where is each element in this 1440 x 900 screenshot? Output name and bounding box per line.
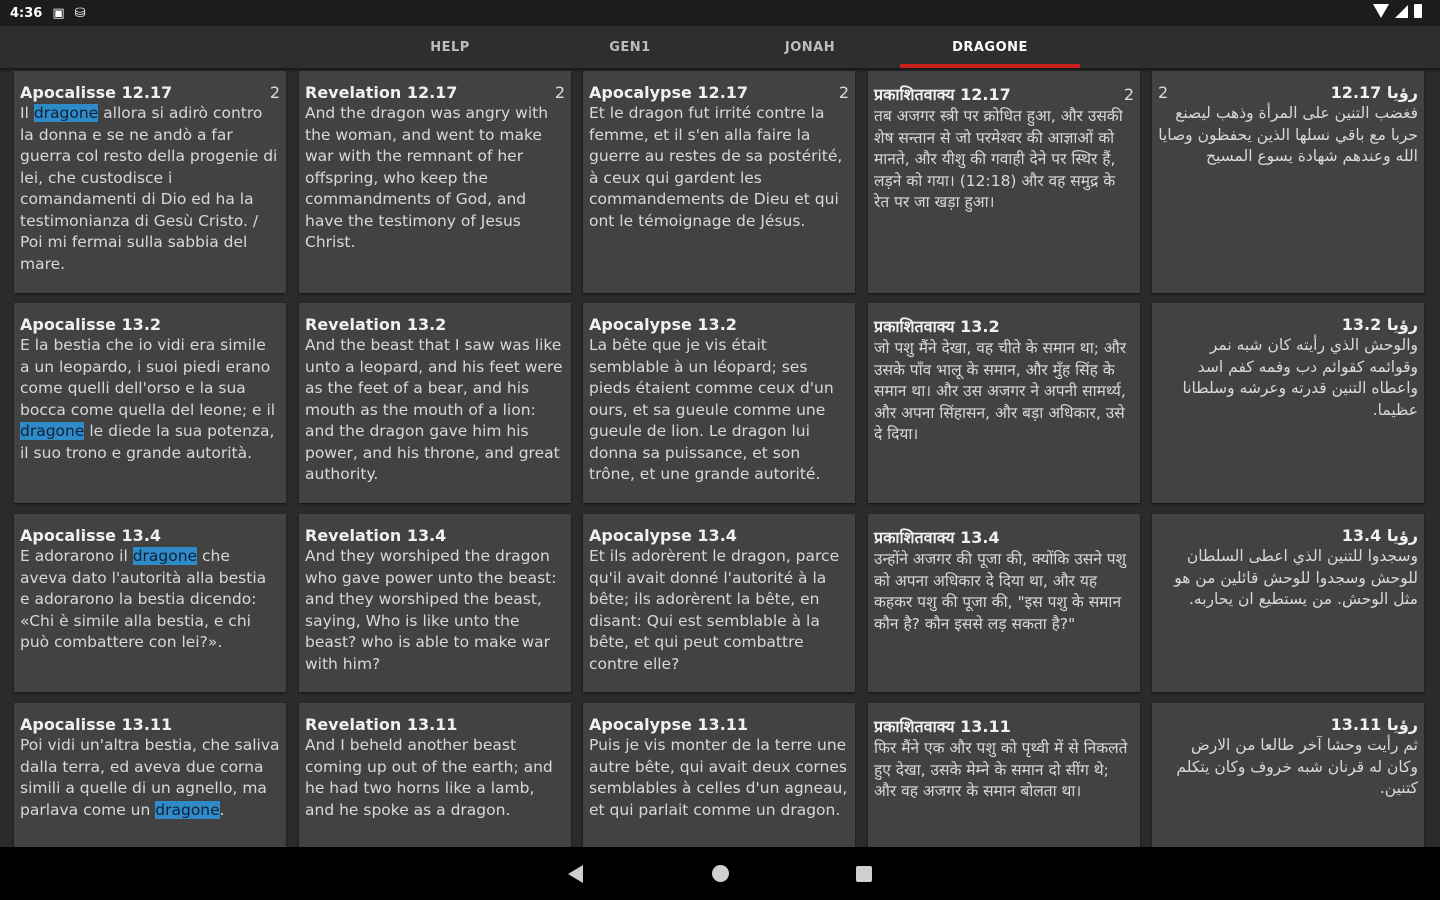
back-button[interactable]	[545, 847, 605, 900]
tab-label: DRAGONE	[952, 39, 1028, 55]
verse-text-segment: तब अजगर स्त्री पर क्रोधित हुआ, और उसकी शेष सन्तान से जो परमेश्वर की आज्ञाओं को मानते, और यीशु की गवाही देने पर स्थिर हैं, लड़ने को गया। (12:18) और वह समुद्र के रेत पर जा खड़ा हुआ।	[874, 107, 1123, 211]
verse-card[interactable]	[1152, 514, 1424, 692]
verse-reference: رؤيا 12.17	[1330, 83, 1418, 102]
verse-card-header	[589, 83, 849, 102]
verse-card[interactable]	[583, 303, 855, 503]
search-highlight: dragone	[20, 422, 85, 440]
verse-text	[1158, 103, 1418, 168]
home-icon	[712, 865, 729, 882]
verse-card[interactable]	[299, 703, 571, 847]
verse-card-header	[1158, 715, 1418, 734]
verse-text	[589, 735, 849, 821]
verse-text	[20, 546, 280, 654]
recents-button[interactable]	[834, 847, 894, 900]
verse-card-header	[874, 315, 1134, 337]
back-icon	[568, 865, 583, 883]
verse-text	[305, 335, 565, 486]
verse-card[interactable]	[299, 303, 571, 503]
verse-reference: Revelation 13.4	[305, 526, 447, 545]
verse-reference: प्रकाशितवाक्य 12.17	[874, 85, 1011, 104]
verse-text	[305, 546, 565, 675]
verse-text-segment: ثم رأيت وحشا آخر طالعا من الارض وكان له قرنان شبه خروف وكان يتكلم كتنين.	[1176, 736, 1418, 797]
tab-label: HELP	[430, 39, 470, 55]
verse-text-segment: And they worshiped the dragon who gave power unto the beast: and they worshiped the beast, saying, Who is like unto the beast? who is able to make war with him?	[305, 547, 557, 673]
verse-reference: Apocalisse 13.11	[20, 715, 173, 734]
verse-card[interactable]	[14, 303, 286, 503]
tab-gen1[interactable]	[540, 26, 720, 68]
verse-card-header	[589, 315, 849, 334]
status-indicators	[1373, 4, 1422, 18]
verse-text-segment: Et ils adorèrent le dragon, parce qu'il avait donné l'autorité à la bête; ils adorèrent la bête, en disant: Qui est semblable à la bête, et qui peut combattre contre elle?	[589, 547, 840, 673]
verse-card[interactable]	[14, 514, 286, 692]
verse-reference: प्रकाशितवाक्य 13.11	[874, 717, 1011, 736]
verse-text	[20, 735, 280, 821]
search-highlight: dragone	[33, 104, 99, 122]
verse-count: 2	[1158, 83, 1169, 102]
verse-text	[589, 546, 849, 675]
verse-text	[305, 103, 565, 254]
verse-card[interactable]	[299, 514, 571, 692]
verse-text	[874, 738, 1134, 803]
verse-card-header	[874, 526, 1134, 548]
verse-card[interactable]	[868, 514, 1140, 692]
tab-label: JONAH	[784, 39, 836, 55]
verse-text-segment: जो पशु मैंने देखा, वह चीते के समान था; और उसके पाँव भालू के समान, और मुँह सिंह के समान था। और उस अजगर ने अपनी सामर्थ्य, और अपना सिंहासन, और बड़ा अधिकार, उसे दे दिया।	[874, 339, 1127, 443]
verse-count: 2	[554, 83, 565, 102]
verse-card-header	[20, 526, 280, 545]
verse-card-header	[1158, 83, 1418, 102]
verse-text-segment: उन्होंने अजगर की पूजा की, क्योंकि उसने पशु को अपना अधिकार दे दिया था, और यह कहकर पशु की पूजा की, "इस पशु के समान कौन है? कौन इससे लड़ सकता है?"	[874, 550, 1127, 633]
storage-icon: ⛁	[74, 5, 86, 21]
verse-card[interactable]	[583, 514, 855, 692]
notification-icon: ▣	[52, 5, 65, 21]
signal-icon	[1395, 5, 1408, 18]
verse-card[interactable]	[1152, 703, 1424, 847]
verse-text-segment: .	[219, 800, 225, 819]
verse-card-header	[20, 715, 280, 734]
verse-text-segment: And I beheld another beast coming up out of the earth; and he had two horns like a lamb, and he spoke as a dragon.	[305, 736, 553, 819]
verse-reference: Revelation 13.2	[305, 315, 447, 334]
verse-text	[874, 549, 1134, 635]
verse-text	[305, 735, 565, 821]
home-button[interactable]	[690, 847, 750, 900]
verse-text	[1158, 335, 1418, 421]
verse-card-header	[589, 715, 849, 734]
search-highlight: dragone	[132, 547, 198, 565]
verse-card[interactable]	[868, 303, 1140, 503]
search-highlight: dragone	[155, 800, 220, 819]
verse-text-segment: Il	[20, 104, 34, 122]
verse-reference: प्रकाशितवाक्य 13.4	[874, 528, 1000, 547]
verse-text	[589, 103, 849, 232]
verse-text-segment: Poi vidi un'altra bestia, che saliva dalla terra, ed aveva due corna simili a quelle di un agnello, ma parlava come un	[20, 736, 280, 819]
tab-help[interactable]	[360, 26, 540, 68]
tab-jonah[interactable]	[720, 26, 900, 68]
verse-card-header	[589, 526, 849, 545]
verse-text-segment: Et le dragon fut irrité contre la femme, et il s'en alla faire la guerre au restes de sa postérité, à ceux qui gardent les commandements de Dieu et qui ont le témoignage de Jésus.	[589, 104, 843, 230]
verse-text	[20, 103, 280, 275]
verse-card[interactable]	[868, 703, 1140, 847]
verse-card-header	[20, 83, 280, 102]
verse-count: 2	[269, 83, 280, 102]
wifi-icon	[1373, 4, 1389, 18]
verse-text-segment: E adorarono il	[20, 547, 133, 565]
verse-text	[20, 335, 280, 464]
verse-text-segment: وسجدوا للتنين الذي اعطى السلطان للوحش وسجدوا للوحش قائلين من هو مثل الوحش. من يستطيع ان يحاربه.	[1174, 547, 1418, 608]
verse-card-header	[305, 83, 565, 102]
verse-reference: رؤيا 13.4	[1341, 526, 1418, 545]
verse-text-segment: La bête que je vis était semblable à un léopard; ses pieds étaient comme ceux d'un ours, et sa gueule comme une gueule de lion. Le dragon lui donna sa puissance, et son trône, et une grande autorité.	[589, 336, 834, 483]
verse-card[interactable]	[14, 71, 286, 293]
verse-text-segment: And the beast that I saw was like unto a leopard, and his feet were as the feet of a bear, and his mouth as the mouth of a lion: and the dragon gave him his power, and his throne, and great authority.	[305, 336, 563, 483]
verse-text-segment: फिर मैंने एक और पशु को पृथ्वी में से निकलते हुए देखा, उसके मेम्ने के समान दो सींग थे; और वह अजगर के समान बोलता था।	[874, 739, 1128, 800]
verse-reference: Apocalisse 13.4	[20, 526, 162, 545]
navigation-bar	[0, 847, 1440, 900]
verse-card[interactable]	[583, 71, 855, 293]
verse-count: 2	[1123, 85, 1134, 104]
verse-card[interactable]	[299, 71, 571, 293]
verse-card-header	[305, 315, 565, 334]
verse-text	[1158, 546, 1418, 611]
verse-text-segment: allora si adirò contro la donna e se ne andò a far guerra col resto della progenie di lei, che custodisce i comandamenti di Dio ed ha la testimonianza di Gesù Cristo. / Poi mi fermai sulla sabbia del mare.	[20, 104, 278, 273]
verse-reference: Apocalypse 13.2	[589, 315, 737, 334]
verse-card[interactable]	[1152, 71, 1424, 293]
verse-text-segment: le diede la sua potenza, il suo trono e grande autorità.	[20, 422, 275, 462]
verse-reference: Apocalypse 12.17	[589, 83, 749, 102]
tab-label: GEN1	[609, 39, 651, 55]
verse-card[interactable]	[1152, 303, 1424, 503]
verse-text-segment: Puis je vis monter de la terre une autre bête, qui avait deux cornes semblables à celles d'un agneau, et qui parlait comme un dragon.	[589, 736, 848, 819]
verse-reference: Revelation 12.17	[305, 83, 458, 102]
verse-card[interactable]	[14, 703, 286, 847]
verse-reference: رؤيا 13.2	[1341, 315, 1418, 334]
status-time: 4:36	[10, 5, 43, 21]
verse-reference: رؤيا 13.11	[1330, 715, 1418, 734]
tab-bar	[0, 26, 1440, 68]
verse-card-header	[1158, 526, 1418, 545]
verse-card[interactable]	[583, 703, 855, 847]
verse-text	[874, 338, 1134, 446]
verse-text-segment: che aveva dato l'autorità alla bestia e adorarono la bestia dicendo: «Chi è simile alla bestia, e chi può combattere con lei?».	[20, 547, 267, 651]
verse-reference: Revelation 13.11	[305, 715, 458, 734]
verse-card-header	[305, 715, 565, 734]
verse-text-segment: والوحش الذي رأيته كان شبه نمر وقوائمه كقوائم دب وفمه كفم اسد واعطاه التنين قدرته وعرشه وسلطانا عظيما.	[1182, 336, 1418, 419]
verse-text-segment: E la bestia che io vidi era simile a un leopardo, i suoi piedi erano come quelli dell'orso e la sua bocca come quella del leone; e il	[20, 336, 276, 419]
verse-reference: Apocalisse 12.17	[20, 83, 173, 102]
verse-text-segment: And the dragon was angry with the woman, and went to make war with the remnant of her offspring, who keep the commandments of God, and have the testimony of Jesus Christ.	[305, 104, 549, 251]
verse-count: 2	[838, 83, 849, 102]
verse-card-header	[874, 715, 1134, 737]
verse-reference: Apocalisse 13.2	[20, 315, 162, 334]
verse-card-header	[20, 315, 280, 334]
verse-card[interactable]	[868, 71, 1140, 293]
verse-text	[874, 106, 1134, 214]
status-bar	[0, 0, 1440, 26]
verse-text	[1158, 735, 1418, 800]
verse-card-header	[874, 83, 1134, 105]
verse-card-header	[1158, 315, 1418, 334]
battery-icon	[1414, 4, 1422, 18]
verse-grid	[0, 68, 1440, 847]
verse-text-segment: فغضب التنين على المرأة وذهب ليصنع حربا مع باقي نسلها الذين يحفظون وصايا الله وعندهم شهادة يسوع المسيح	[1158, 104, 1418, 165]
verse-reference: Apocalypse 13.4	[589, 526, 737, 545]
verse-reference: Apocalypse 13.11	[589, 715, 749, 734]
verse-card-header	[305, 526, 565, 545]
verse-reference: प्रकाशितवाक्य 13.2	[874, 317, 1000, 336]
tab-dragone[interactable]	[900, 26, 1080, 68]
verse-text	[589, 335, 849, 486]
recents-icon	[856, 866, 872, 882]
